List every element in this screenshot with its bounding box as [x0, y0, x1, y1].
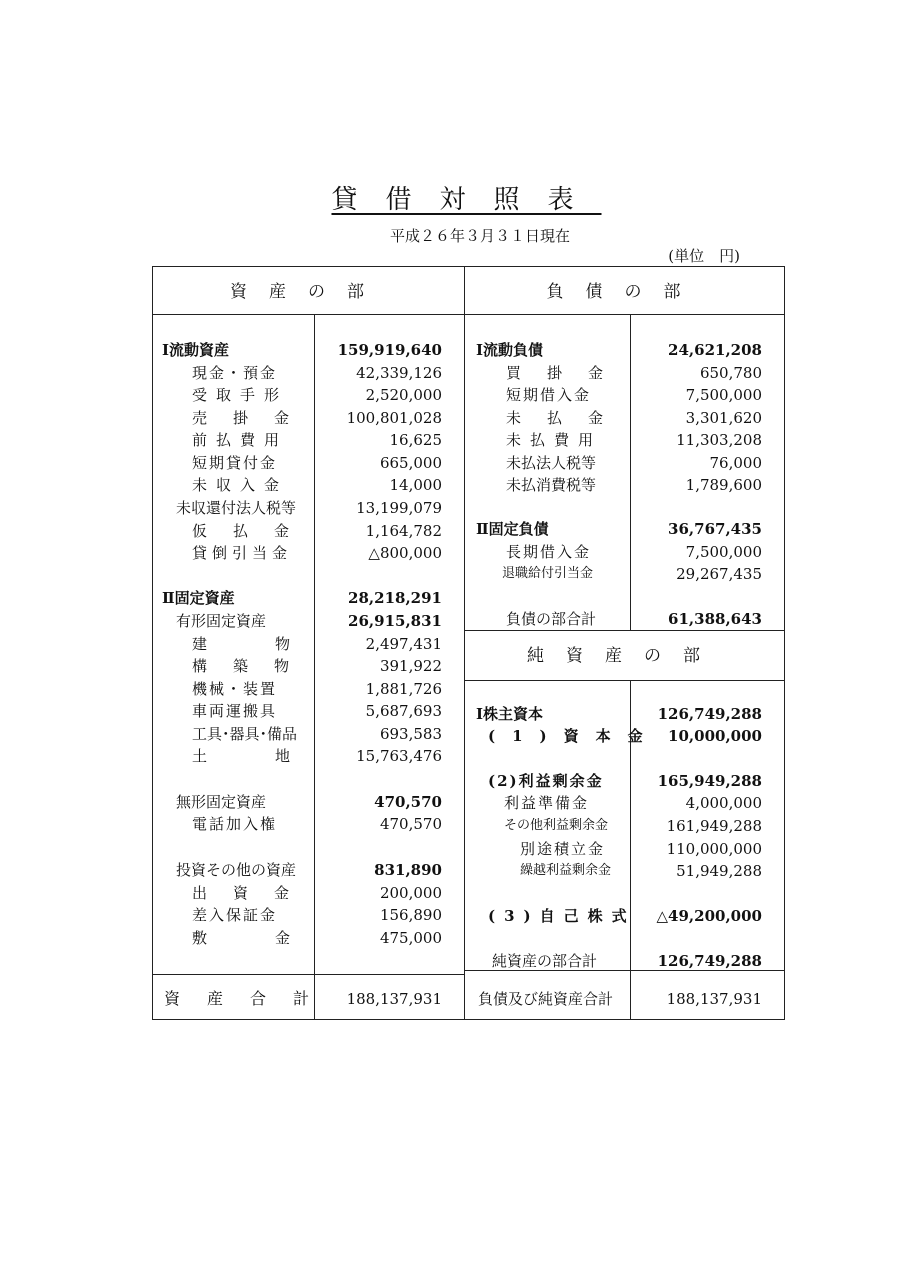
- table-row: 現金・預金 42,339,126: [192, 364, 442, 382]
- table-row: 短期借入金 7,500,000: [506, 386, 762, 404]
- table-row: 退職給付引当金 29,267,435: [502, 565, 762, 583]
- table-row: 売掛金 100,801,028: [192, 409, 442, 427]
- netassets-header: 純資産の部: [527, 646, 722, 666]
- table-row: 買掛金 650,780: [506, 364, 762, 382]
- document-title: 貸借対照表: [331, 185, 602, 215]
- table-row: Ⅰ株主資本 126,749,288: [476, 705, 762, 723]
- table-row: 有形固定資産 26,915,831: [176, 612, 442, 630]
- table-row: 未払法人税等 76,000: [506, 454, 762, 472]
- table-row: 土地 15,763,476: [192, 747, 442, 765]
- as-of-date: 平成２６年３月３１日現在: [389, 227, 570, 245]
- table-row: (2)利益剰余金 165,949,288: [488, 772, 762, 790]
- table-row: 出資金 200,000: [192, 884, 442, 902]
- table-row: その他利益剰余金 161,949,288: [504, 817, 762, 835]
- table-row: Ⅱ固定資産 28,218,291: [162, 589, 442, 607]
- table-row: (1)資本金 10,000,000: [488, 727, 762, 745]
- table-row: 利益準備金 4,000,000: [504, 794, 762, 812]
- table-row: 貸倒引当金 △800,000: [192, 544, 442, 562]
- table-row: 前払費用 16,625: [192, 431, 442, 449]
- liabilities-total-row: 負債の部合計 61,388,643: [506, 610, 762, 628]
- assets-header: 資産の部: [230, 282, 386, 302]
- netassets-total-row: 純資産の部合計 126,749,288: [492, 952, 762, 970]
- table-row: Ⅰ流動資産 159,919,640: [162, 341, 442, 359]
- assets-total-row: 資産合計 188,137,931: [164, 989, 442, 1008]
- grand-total-row: 負債及び純資産合計 188,137,931: [478, 990, 762, 1008]
- table-row: Ⅰ流動負債 24,621,208: [476, 341, 762, 359]
- table-row: 機械・装置 1,881,726: [192, 680, 442, 698]
- table-row: 未払金 3,301,620: [506, 409, 762, 427]
- table-row: 無形固定資産 470,570: [176, 793, 442, 811]
- table-row: Ⅱ固定負債 36,767,435: [476, 520, 762, 538]
- table-row: 未収還付法人税等 13,199,079: [176, 499, 442, 517]
- table-row: 投資その他の資産 831,890: [176, 861, 442, 879]
- table-row: 工具･器具･備品 693,583: [192, 725, 442, 743]
- header-divider: [152, 314, 785, 315]
- table-row: 建物 2,497,431: [192, 635, 442, 653]
- table-row: 差入保証金 156,890: [192, 906, 442, 924]
- table-row: 未収入金 14,000: [192, 476, 442, 494]
- table-row: 別途積立金 110,000,000: [520, 840, 762, 858]
- table-row: 長期借入金 7,500,000: [506, 543, 762, 561]
- table-row: 未払消費税等 1,789,600: [506, 476, 762, 494]
- table-row: 車両運搬具 5,687,693: [192, 702, 442, 720]
- currency-unit: (単位 円): [668, 247, 740, 265]
- table-row: 未払費用 11,303,208: [506, 431, 762, 449]
- table-row: 短期貸付金 665,000: [192, 454, 442, 472]
- table-row: 繰越利益剰余金 51,949,288: [520, 862, 762, 880]
- table-row: 仮払金 1,164,782: [192, 522, 442, 540]
- table-row: (3)自己株式 △49,200,000: [488, 907, 762, 925]
- liabilities-header: 負債の部: [546, 282, 703, 302]
- table-row: 敷金 475,000: [192, 929, 442, 947]
- table-row: 構築物 391,922: [192, 657, 442, 675]
- assets-total-divider: [152, 974, 464, 975]
- table-row: 受取手形 2,520,000: [192, 386, 442, 404]
- table-row: 電話加入権 470,570: [192, 815, 442, 833]
